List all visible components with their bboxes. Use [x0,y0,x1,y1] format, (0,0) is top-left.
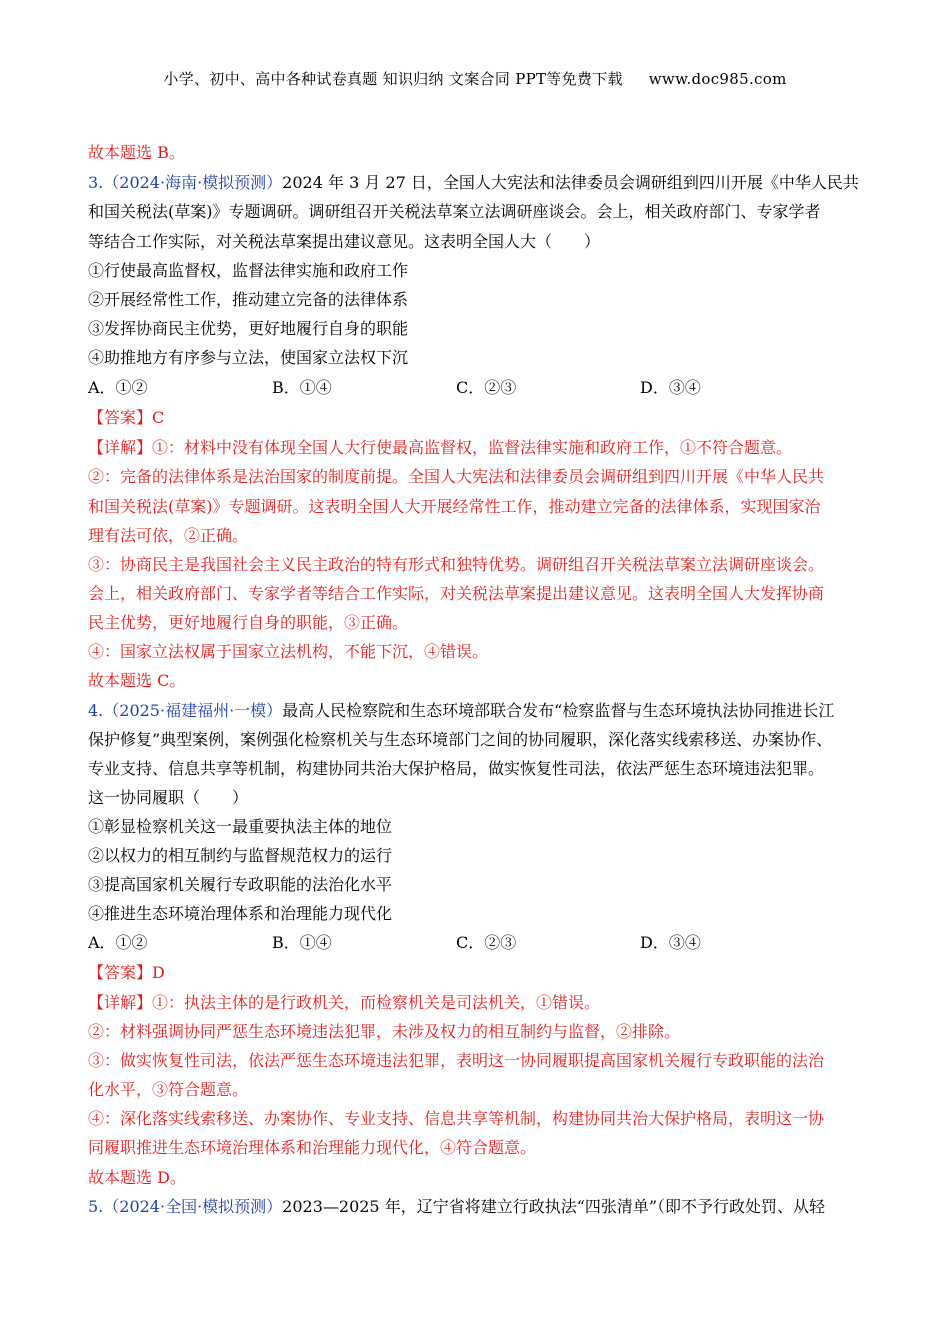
q3-option-a: A．①② [88,378,148,397]
q4-number: 4. [88,701,104,720]
q4-conclusion: 故本题选 D。 [88,1168,186,1187]
q4-option-a: A．①② [88,933,148,952]
q4-answer: 【答案】D [88,963,165,982]
q3-stem-line [88,173,878,193]
header-url[interactable]: www.doc985.com [648,70,787,88]
page-header [0,68,950,89]
q4-item: ②以权力的相互制约与监督规范权力的运行 [88,846,393,865]
q3-conclusion: 故本题选 C。 [88,671,186,690]
q3-analysis-line: ②：完备的法律体系是法治国家的制度前提。全国人大宪法和法律委员会调研组到四川开展《中华人民共 [88,467,825,486]
q3-analysis-line: 民主优势，更好地履行自身的职能，③正确。 [88,613,409,632]
q3-analysis-line: 会上，相关政府部门、专家学者等结合工作实际，对关税法草案提出建议意见。这表明全国人大发挥协商 [88,584,825,603]
q4-stem-line [88,701,878,721]
q4-option-d: D．③④ [640,933,701,952]
q4-analysis-line: 化水平，③符合题意。 [88,1080,249,1099]
q3-answer: 【答案】C [88,408,165,427]
q3-source: （2024·海南·模拟预测） [103,173,283,192]
header-text: 小学、初中、高中各种试卷真题 知识归纳 文案合同 PPT等免费下载 [163,70,623,88]
q3-analysis-line: 【详解】①：材料中没有体现全国人大行使最高监督权，监督法律实施和政府工作，①不符合题意。 [88,438,793,457]
q3-analysis-line: ③：协商民主是我国社会主义民主政治的特有形式和独特优势。调研组召开关税法草案立法调研座谈会。 [88,555,825,574]
q5-source: （2024·全国·模拟预测） [103,1197,283,1216]
q4-stem-line: 保护修复”典型案例，案例强化检察机关与生态环境部门之间的协同履职，深化落实线索移送、办案协作、 [88,730,833,749]
q3-analysis-line: ④：国家立法权属于国家立法机构，不能下沉，④错误。 [88,642,489,661]
q3-item: ④助推地方有序参与立法，使国家立法权下沉 [88,348,409,367]
q5-number: 5. [88,1197,104,1216]
q3-item: ②开展经常性工作，推动建立完备的法律体系 [88,290,409,309]
q4-option-c: C．②③ [456,933,517,952]
q3-analysis-line: 和国关税法(草案)》专题调研。这表明全国人大开展经常性工作，推动建立完备的法律体系，实现国家治 [88,497,821,516]
q4-analysis-line: 【详解】①：执法主体的是行政机关，而检察机关是司法机关，①错误。 [88,993,601,1012]
q4-options [88,933,878,953]
q4-stem-text: 最高人民检察院和生态环境部联合发布“检察监督与生态环境执法协同推进长江 [282,701,835,720]
q5-stem-text: 2023—2025 年，辽宁省将建立行政执法“四张清单”（即不予行政处罚、从轻 [282,1197,826,1216]
q4-stem-line: 专业支持、信息共享等机制，构建协同共治大保护格局，做实恢复性司法，依法严惩生态环境违法犯罪。 [88,759,825,778]
q2-conclusion: 故本题选 B。 [88,143,185,162]
q4-analysis-line: ③：做实恢复性司法，依法严惩生态环境违法犯罪，表明这一协同履职提高国家机关履行专政职能的法治 [88,1051,825,1070]
q4-item: ①彰显检察机关这一最重要执法主体的地位 [88,817,393,836]
q3-stem-line: 和国关税法(草案)》专题调研。调研组召开关税法草案立法调研座谈会。会上，相关政府部门、专家学者 [88,202,821,221]
q4-stem-line: 这一协同履职（ ） [88,788,249,807]
q4-source: （2025·福建福州·一模） [103,701,283,720]
q4-option-b: B．①④ [272,933,332,952]
q4-analysis-line: ④：深化落实线索移送、办案协作、专业支持、信息共享等机制，构建协同共治大保护格局，表明这一协 [88,1109,825,1128]
q4-item: ④推进生态环境治理体系和治理能力现代化 [88,904,393,923]
q3-option-c: C．②③ [456,378,517,397]
q3-item: ③发挥协商民主优势，更好地履行自身的职能 [88,319,409,338]
q5-stem-line [88,1197,878,1217]
q4-item: ③提高国家机关履行专政职能的法治化水平 [88,875,393,894]
q3-stem-line: 等结合工作实际，对关税法草案提出建议意见。这表明全国人大（ ） [88,232,601,251]
q3-item: ①行使最高监督权，监督法律实施和政府工作 [88,261,409,280]
q4-analysis-line: ②：材料强调协同严惩生态环境违法犯罪，未涉及权力的相互制约与监督，②排除。 [88,1022,681,1041]
q3-analysis-line: 理有法可依，②正确。 [88,526,249,545]
q4-analysis-line: 同履职推进生态环境治理体系和治理能力现代化，④符合题意。 [88,1138,537,1157]
q3-number: 3. [88,173,104,192]
q3-stem-text: 2024 年 3 月 27 日，全国人大宪法和法律委员会调研组到四川开展《中华人民共 [282,173,859,192]
q3-option-d: D．③④ [640,378,701,397]
q3-options [88,378,878,398]
q3-option-b: B．①④ [272,378,332,397]
